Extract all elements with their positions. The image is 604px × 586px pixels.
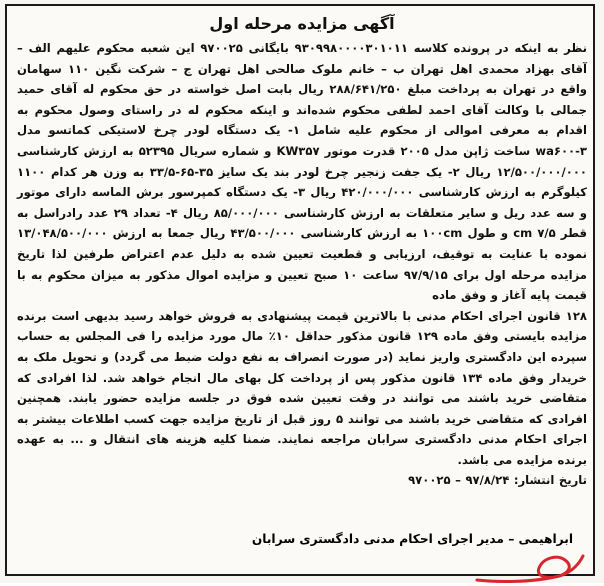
notice-paragraph-2: ۱۲۸ قانون اجرای احکام مدنی با بالاترین قیمت پیشنهادی به فروش خواهد رسید بدیهی است برنده مزایده بایستی وفق ماده ۱۲۹ قانون مذکور حداقل ۱۰٪ مال مورد مزایده را فی المجلس به حساب سپرده این دادگستری واریز نماید (در صورت انصراف به نفع دولت ضبط می گردد) و تحویل ملک به خریدار وفق ماده ۱۳۴ قانون مذکور پس از پرداخت کل بهای مال انجام خواهد شد. لذا افرادی که متقاضی خرید باشند می توانند در وقت تعیین شده فوق در جلسه مزایده حضور یابند. همچنین افرادی که متقاضی خرید باشند می توانند ۵ روز قبل از تاریخ مزایده جهت کسب اطلاعات بیشتر به اجرای احکام مدنی دادگستری سرابان مراجعه نمایند. ضمنا کلیه هزینه های انتقال و ... به عهده برنده مزایده می باشد. — [17, 308, 587, 467]
notice-title: آگهی مزایده مرحله اول — [209, 14, 395, 33]
auction-notice — [17, 12, 587, 491]
publication-date: تاریخ انتشار: ۹۷/۸/۲۴ – ۹۷۰۰۲۵ — [408, 473, 587, 488]
signature-line: ابراهیمی – مدیر اجرای احکام مدنی دادگستری سرابان — [251, 532, 573, 546]
notice-frame — [5, 4, 595, 576]
notice-paragraph-1: نظر به اینکه در پرونده کلاسه ۹۳۰۹۹۸۰۰۰۰۳۰۱۰۱۱ بایگانی ۹۷۰۰۲۵ این شعبه محکوم علیهم الف – آقای بهزاد محمدی اهل تهران ب – خانم ملوک صالحی اهل تهران ج – شرکت نگین ۱۱۰ سهامان واقع در تهران به پرداخت مبلغ ۲۸۸/۶۴۱/۲۵۰ ریال بابت اصل خواسته در حق محکوم له آقای حمید جمالی با وکالت آقای احمد لطفی محکوم شده‌اند و اینکه محکوم له در راستای وصول محکوم به اقدام به معرفی اموالی از محکوم علیه شامل ۱- یک دستگاه لودر چرخ لاستیکی کماتسو مدل wa۶۰۰-۳ ساخت ژاپن مدل ۲۰۰۵ قدرت موتور KW۳۵۷ و شماره سریال ۵۲۳۹۵ به ارزش کارشناسی ۱۲/۵۰۰/۰۰۰/۰۰۰ ریال ۲- یک جفت زنجیر چرخ لودر بند یک سایز ۳۵-۶۵-۳۳/۵ به وزن هر کدام ۱۱۰۰ کیلوگرم به ارزش کارشناسی ۴۲۰/۰۰۰/۰۰۰ ریال ۳- یک دستگاه کمپرسور برش الماسه دارای موتور و سه عدد ریل و سایر متعلقات به ارزش کارشناسی ۸۵/۰۰۰/۰۰۰ ریال ۴- تعداد ۲۹ عدد رادراسل به قطر ۷/۵ cm و طول ۱۰۰cm به ارزش کارشناسی ۴۳/۵۰۰/۰۰۰ ریال جمعا به ارزش ۱۳/۰۴۸/۵۰۰/۰۰۰ نموده با عنایت به توقیف، ارزیابی و قطعیت تعیین شده به دلیل عدم اعتراض طرفین لذا تاریخ مزایده مرحله اول برای ۹۷/۹/۱۵ ساعت ۱۰ صبح تعیین و مزایده اموال مذکور به میزان محکوم به با قیمت پایه آغاز و وفق ماده — [17, 41, 588, 303]
handwritten-number-mark — [469, 546, 589, 586]
